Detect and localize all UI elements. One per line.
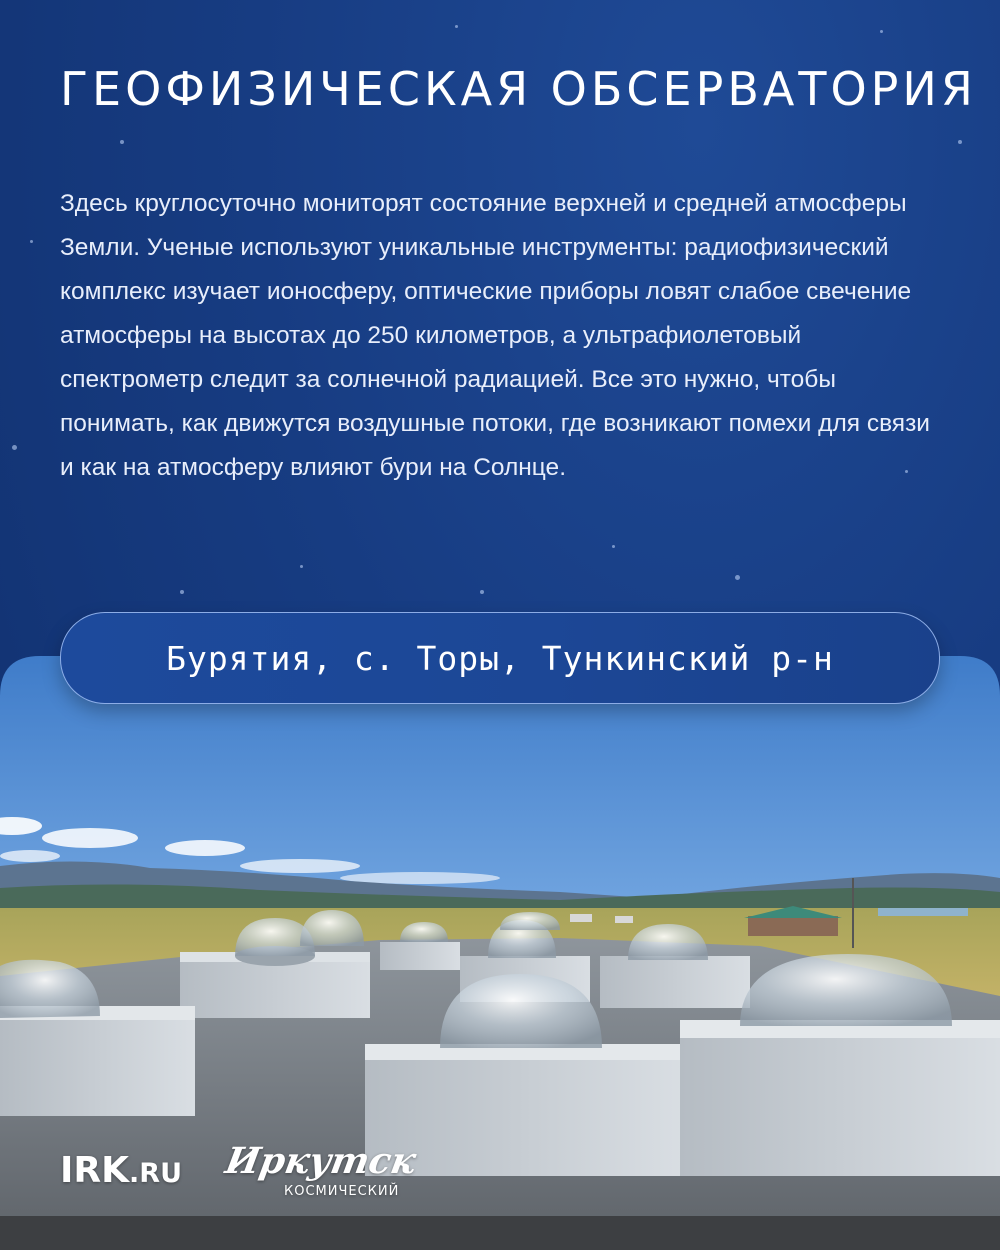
location-badge (60, 612, 940, 704)
description-text: Здесь круглосуточно мониторят состояние верхней и средней атмосферы Земли. Ученые используют уникальные инструменты: радиофизический комплекс изучает ионосферу, оптические приборы ловят слабое свечение атмосферы на высотах до 250 километров, а ультрафиолетовый спектрометр следит за солнечной радиацией. Все это нужно, чтобы понимать, как движутся воздушные потоки, где возникают помехи для связи и как на атмосферу влияют бури на Солнце. (60, 190, 930, 481)
irkutsk-logo-sub: КОСМИЧЕСКИЙ (284, 1184, 400, 1199)
irk-logo-main: IRK (60, 1150, 130, 1191)
star (735, 575, 740, 580)
star (880, 30, 883, 33)
star (120, 140, 124, 144)
star (455, 25, 458, 28)
star (612, 545, 615, 548)
star (30, 240, 33, 243)
star (180, 590, 184, 594)
star (958, 140, 962, 144)
irk-logo-suffix: .RU (129, 1158, 182, 1189)
location-text: Бурятия, с. Торы, Тункинский р-н (166, 638, 834, 678)
page-title: ГЕОФИЗИЧЕСКАЯ ОБСЕРВАТОРИЯ (60, 62, 977, 116)
star (480, 590, 484, 594)
irk-logo (60, 1150, 182, 1191)
irkutsk-kosmicheskiy-logo (222, 1138, 420, 1208)
irkutsk-logo-script: Иркутск (222, 1140, 420, 1182)
star (300, 565, 303, 568)
star (12, 445, 17, 450)
